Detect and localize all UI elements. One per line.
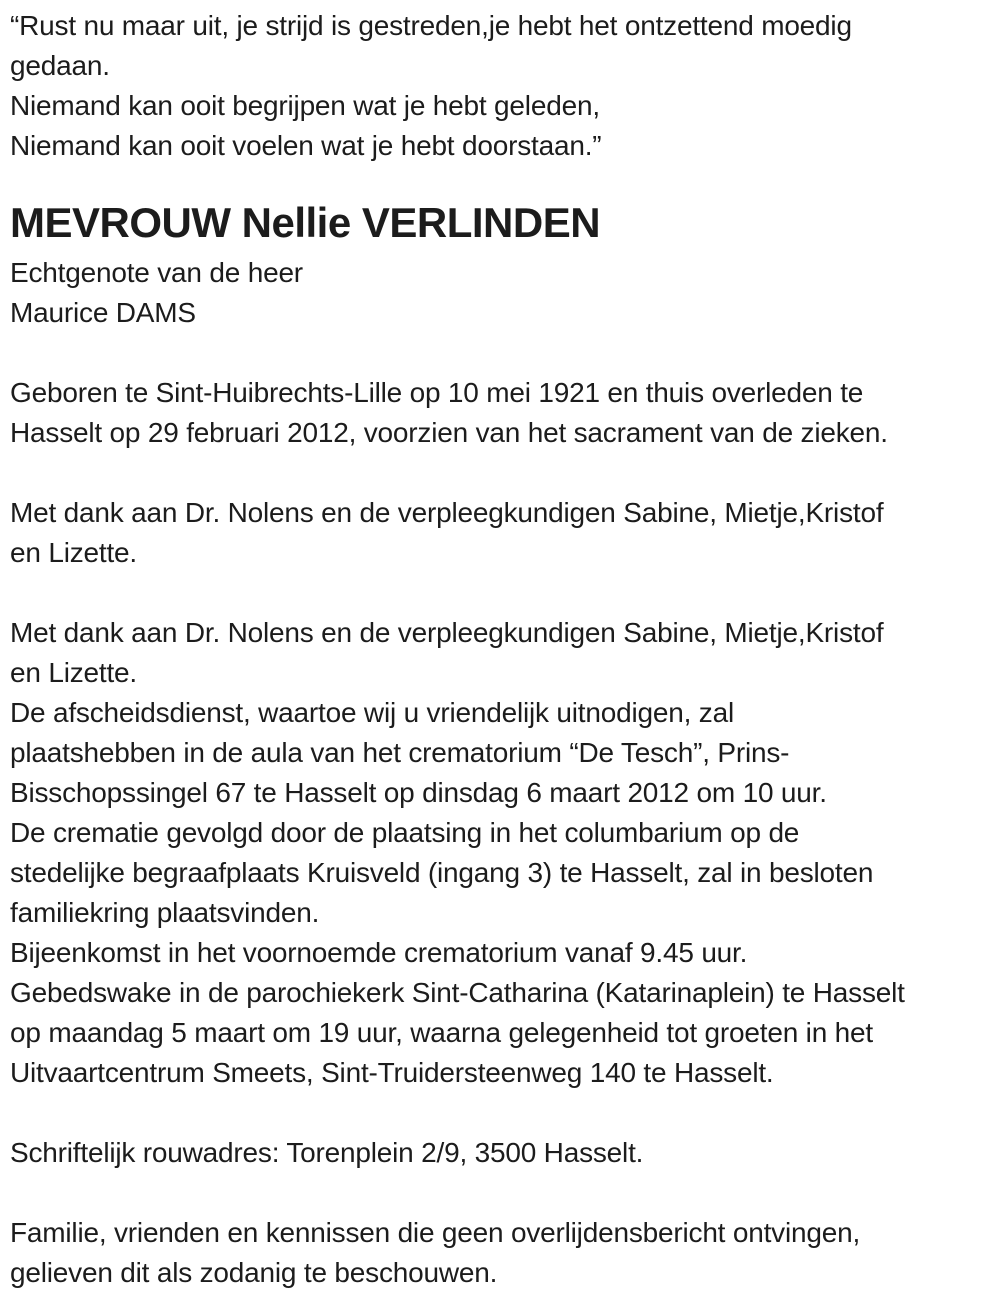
text-line: De crematie gevolgd door de plaatsing in het columbarium op de: [10, 817, 800, 848]
paragraph-thanks-and-service: [10, 613, 992, 1093]
opening-quote: [10, 6, 992, 166]
text-line: Schriftelijk rouwadres: Torenplein 2/9, 3500 Hasselt.: [10, 1137, 644, 1168]
paragraph-thanks-first: [10, 493, 992, 573]
text-line: Bijeenkomst in het voornoemde crematorium vanaf 9.45 uur.: [10, 937, 748, 968]
deceased-name-title: MEVROUW Nellie VERLINDEN: [10, 199, 601, 246]
text-line: Uitvaartcentrum Smeets, Sint-Truidersteenweg 140 te Hasselt.: [10, 1057, 774, 1088]
text-line: Maurice DAMS: [10, 297, 196, 328]
paragraph-notice: [10, 1213, 992, 1293]
text-line: Gebedswake in de parochiekerk Sint-Catharina (Katarinaplein) te Hasselt: [10, 977, 905, 1008]
text-line: Hasselt op 29 februari 2012, voorzien van het sacrament van de zieken.: [10, 417, 888, 448]
spouse-info: [10, 253, 992, 333]
text-line: Niemand kan ooit begrijpen wat je hebt geleden,: [10, 90, 600, 121]
text-line: en Lizette.: [10, 537, 137, 568]
text-line: Met dank aan Dr. Nolens en de verpleegkundigen Sabine, Mietje,Kristof: [10, 617, 884, 648]
text-line: op maandag 5 maart om 19 uur, waarna gelegenheid tot groeten in het: [10, 1017, 873, 1048]
text-line: Met dank aan Dr. Nolens en de verpleegkundigen Sabine, Mietje,Kristof: [10, 497, 884, 528]
text-line: Niemand kan ooit voelen wat je hebt doorstaan.”: [10, 130, 602, 161]
text-line: Echtgenote van de heer: [10, 257, 303, 288]
paragraph-mourning-address: [10, 1133, 992, 1173]
text-line: stedelijke begraafplaats Kruisveld (ingang 3) te Hasselt, zal in besloten: [10, 857, 874, 888]
text-line: Bisschopssingel 67 te Hasselt op dinsdag 6 maart 2012 om 10 uur.: [10, 777, 827, 808]
text-line: Familie, vrienden en kennissen die geen overlijdensbericht ontvingen,: [10, 1217, 861, 1248]
text-line: gelieven dit als zodanig te beschouwen.: [10, 1257, 498, 1288]
text-line: gedaan.: [10, 50, 110, 81]
text-line: plaatshebben in de aula van het crematorium “De Tesch”, Prins-: [10, 737, 790, 768]
text-line: Geboren te Sint-Huibrechts-Lille op 10 mei 1921 en thuis overleden te: [10, 377, 864, 408]
text-line: familiekring plaatsvinden.: [10, 897, 320, 928]
paragraph-birth-death: [10, 373, 992, 453]
text-line: “Rust nu maar uit, je strijd is gestreden,je hebt het ontzettend moedig: [10, 10, 852, 41]
text-line: De afscheidsdienst, waartoe wij u vriendelijk uitnodigen, zal: [10, 697, 734, 728]
text-line: en Lizette.: [10, 657, 137, 688]
